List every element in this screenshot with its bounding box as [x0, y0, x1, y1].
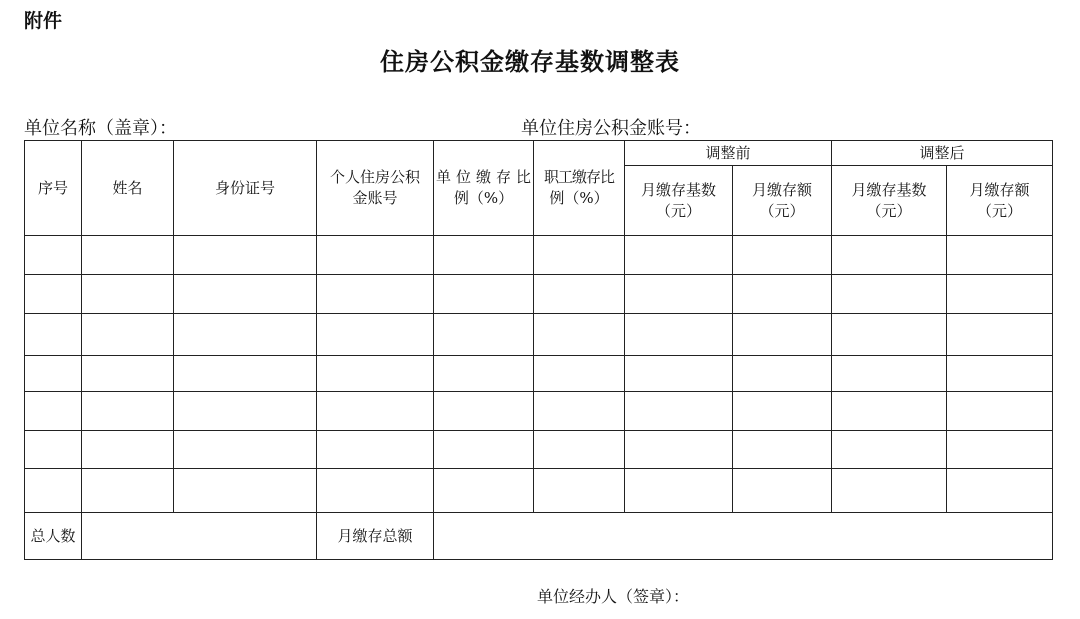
- table-row: [25, 314, 1053, 356]
- cell-before-amount[interactable]: [733, 236, 832, 275]
- cell-name[interactable]: [82, 392, 174, 431]
- summary-row: [25, 513, 1053, 560]
- cell-seq[interactable]: [25, 314, 82, 356]
- cell-name[interactable]: [82, 469, 174, 513]
- cell-unit-ratio[interactable]: [434, 236, 534, 275]
- attachment-label: 附件: [24, 10, 63, 32]
- table-row: [25, 392, 1053, 431]
- cell-id-number[interactable]: [174, 469, 317, 513]
- cell-staff-ratio[interactable]: [534, 275, 625, 314]
- handler-signature-label: 单位经办人（签章）：: [537, 587, 690, 606]
- cell-before-base[interactable]: [625, 314, 733, 356]
- header-unit-ratio: 单位缴存比 例（%）: [434, 141, 534, 236]
- cell-id-number[interactable]: [174, 275, 317, 314]
- cell-personal-account[interactable]: [317, 392, 434, 431]
- cell-id-number[interactable]: [174, 314, 317, 356]
- total-people-label: 总人数: [25, 513, 82, 560]
- cell-id-number[interactable]: [174, 431, 317, 469]
- cell-personal-account[interactable]: [317, 431, 434, 469]
- cell-name[interactable]: [82, 236, 174, 275]
- cell-unit-ratio[interactable]: [434, 275, 534, 314]
- header-group-after: 调整后: [832, 141, 1053, 166]
- header-group-before: 调整前: [625, 141, 832, 166]
- cell-before-amount[interactable]: [733, 431, 832, 469]
- cell-staff-ratio[interactable]: [534, 236, 625, 275]
- cell-unit-ratio[interactable]: [434, 469, 534, 513]
- cell-seq[interactable]: [25, 236, 82, 275]
- table-row: [25, 431, 1053, 469]
- cell-staff-ratio[interactable]: [534, 469, 625, 513]
- cell-unit-ratio[interactable]: [434, 314, 534, 356]
- cell-after-base[interactable]: [832, 469, 947, 513]
- cell-name[interactable]: [82, 431, 174, 469]
- cell-seq[interactable]: [25, 356, 82, 392]
- header-before-base: 月缴存基数 （元）: [625, 166, 733, 236]
- table-row: [25, 356, 1053, 392]
- cell-before-base[interactable]: [625, 275, 733, 314]
- header-seq: 序号: [25, 141, 82, 236]
- cell-id-number[interactable]: [174, 392, 317, 431]
- unit-account-label: 单位住房公积金账号：: [521, 118, 701, 139]
- unit-name-label: 单位名称（盖章）：: [24, 118, 177, 139]
- cell-staff-ratio[interactable]: [534, 392, 625, 431]
- cell-personal-account[interactable]: [317, 356, 434, 392]
- cell-after-amount[interactable]: [947, 356, 1053, 392]
- monthly-total-value[interactable]: [434, 513, 1053, 560]
- cell-id-number[interactable]: [174, 356, 317, 392]
- header-personal-account: 个人住房公积 金账号: [317, 141, 434, 236]
- cell-staff-ratio[interactable]: [534, 314, 625, 356]
- header-staff-ratio: 职工缴存比 例（%）: [534, 141, 625, 236]
- cell-personal-account[interactable]: [317, 275, 434, 314]
- cell-after-amount[interactable]: [947, 469, 1053, 513]
- cell-personal-account[interactable]: [317, 314, 434, 356]
- table-row: [25, 236, 1053, 275]
- cell-before-amount[interactable]: [733, 314, 832, 356]
- cell-before-base[interactable]: [625, 469, 733, 513]
- cell-staff-ratio[interactable]: [534, 356, 625, 392]
- cell-name[interactable]: [82, 356, 174, 392]
- cell-after-amount[interactable]: [947, 314, 1053, 356]
- cell-after-amount[interactable]: [947, 275, 1053, 314]
- cell-staff-ratio[interactable]: [534, 431, 625, 469]
- cell-seq[interactable]: [25, 275, 82, 314]
- table-row: [25, 275, 1053, 314]
- cell-unit-ratio[interactable]: [434, 392, 534, 431]
- cell-unit-ratio[interactable]: [434, 431, 534, 469]
- cell-name[interactable]: [82, 314, 174, 356]
- cell-after-base[interactable]: [832, 236, 947, 275]
- cell-before-base[interactable]: [625, 392, 733, 431]
- header-after-base: 月缴存基数 （元）: [832, 166, 947, 236]
- cell-after-base[interactable]: [832, 314, 947, 356]
- cell-after-amount[interactable]: [947, 431, 1053, 469]
- page-title: 住房公积金缴存基数调整表: [380, 47, 680, 76]
- cell-seq[interactable]: [25, 392, 82, 431]
- cell-before-base[interactable]: [625, 356, 733, 392]
- cell-after-base[interactable]: [832, 431, 947, 469]
- cell-seq[interactable]: [25, 469, 82, 513]
- cell-after-base[interactable]: [832, 275, 947, 314]
- cell-after-amount[interactable]: [947, 236, 1053, 275]
- cell-after-base[interactable]: [832, 392, 947, 431]
- cell-after-base[interactable]: [832, 356, 947, 392]
- cell-before-amount[interactable]: [733, 469, 832, 513]
- cell-before-base[interactable]: [625, 431, 733, 469]
- cell-id-number[interactable]: [174, 236, 317, 275]
- table-row: [25, 469, 1053, 513]
- cell-personal-account[interactable]: [317, 236, 434, 275]
- header-name: 姓名: [82, 141, 174, 236]
- header-before-amount: 月缴存额 （元）: [733, 166, 832, 236]
- cell-after-amount[interactable]: [947, 392, 1053, 431]
- header-id-number: 身份证号: [174, 141, 317, 236]
- cell-before-base[interactable]: [625, 236, 733, 275]
- header-after-amount: 月缴存额 （元）: [947, 166, 1053, 236]
- cell-before-amount[interactable]: [733, 275, 832, 314]
- monthly-total-label: 月缴存总额: [317, 513, 434, 560]
- cell-before-amount[interactable]: [733, 356, 832, 392]
- cell-personal-account[interactable]: [317, 469, 434, 513]
- cell-unit-ratio[interactable]: [434, 356, 534, 392]
- cell-seq[interactable]: [25, 431, 82, 469]
- cell-name[interactable]: [82, 275, 174, 314]
- header-row-1: [25, 141, 1053, 166]
- total-people-value[interactable]: [82, 513, 317, 560]
- cell-before-amount[interactable]: [733, 392, 832, 431]
- adjustment-table: [24, 140, 1053, 560]
